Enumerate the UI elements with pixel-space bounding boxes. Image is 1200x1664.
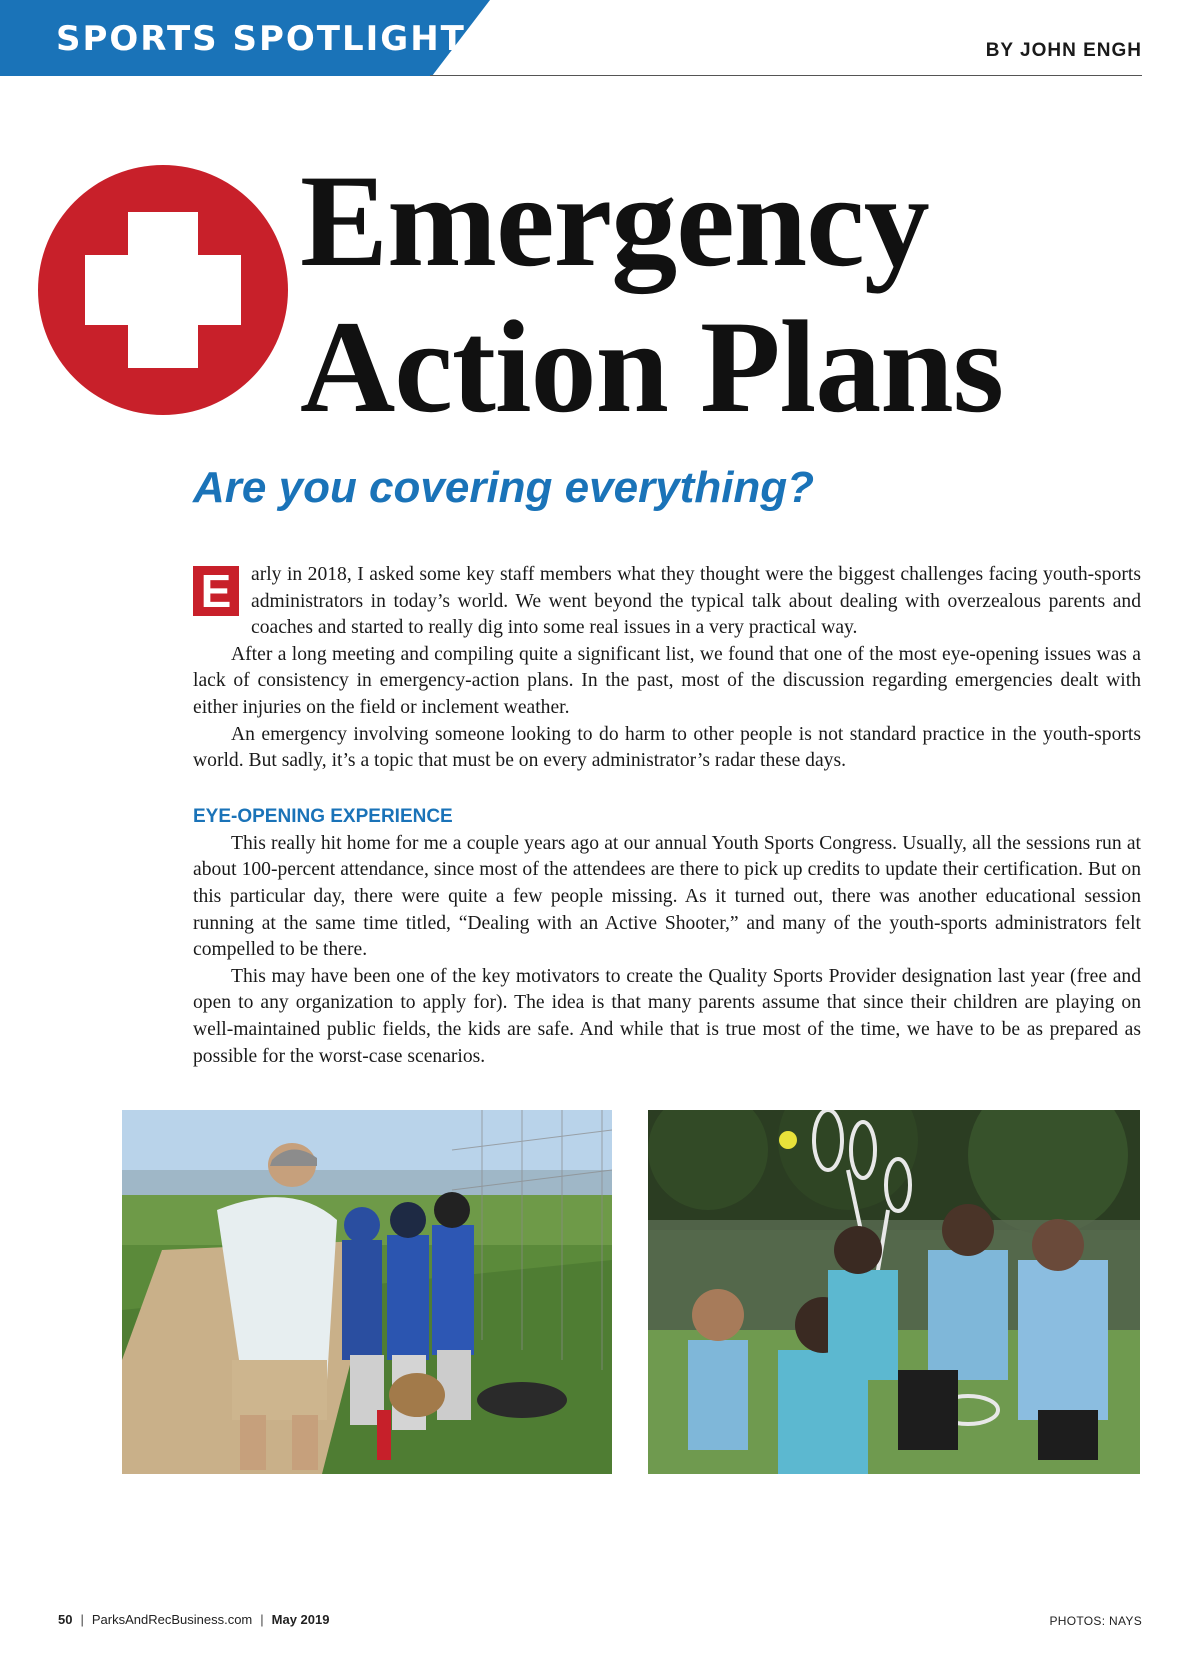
paragraph-2: After a long meeting and compiling quite a significant list, we found that one of the most eye-opening issues was a lack of consistency in emergency-action plans. In the past, most of the discussion regarding emergencies dealt with either injuries on the field or inclement weather. [193,643,1141,718]
paragraph-1 [193,562,1141,642]
article-title [300,148,1003,440]
paragraph-4: This really hit home for me a couple years ago at our annual Youth Sports Congress. Usually, all the sessions run at about 100-percent attendance, since most of the attendees are there to pick up credits to update their certification. But on this particular day, there were quite a few people missing. As it turned out, there was another educational session running at the same time titled, “Dealing with an Active Shooter,” and many of the youth-sports administrators felt compelled to be there. [193,832,1141,961]
page-number: 50 [58,1612,73,1627]
paragraph-3: An emergency involving someone looking to do harm to other people is not standard practice in the youth-sports world. But sadly, it’s a topic that must be on every administrator’s radar these days. [193,723,1141,772]
page-footer [58,1612,329,1627]
red-cross-icon [38,165,288,415]
article-body [193,562,1141,1070]
footer-issue: May 2019 [271,1612,330,1627]
article-subtitle: Are you covering everything? [193,463,815,512]
footer-separator: | [80,1612,84,1627]
title-line-1: Emergency [300,147,929,294]
title-line-2: Action Plans [300,293,1004,440]
paragraph-1-text: arly in 2018, I asked some key staff members what they thought were the biggest challenges facing youth-sports administrators in today’s world. We went beyond the typical talk about dealing with overzealous parents and coaches and started to really dig into some real issues in a very practical way. [251,564,1141,639]
byline: BY JOHN ENGH [985,40,1142,61]
header-rule [430,75,1142,76]
footer-website: ParksAndRecBusiness.com [91,1612,253,1627]
section-banner [0,0,490,76]
section-label: SPORTS SPOTLIGHT [56,19,466,59]
footer-separator: | [260,1612,264,1627]
baseball-team-photo [122,1110,612,1474]
paragraph-5: This may have been one of the key motivators to create the Quality Sports Provider designation last year (free and open to any organization to apply for). The idea is that many parents assume that since their children are playing on well-maintained public fields, the kids are safe. And while that is true most of the time, we have to be as prepared as possible for the worst-case scenarios. [193,965,1141,1067]
lacrosse-photo [648,1110,1140,1474]
photo-credit: PHOTOS: NAYS [1049,1614,1142,1628]
section-heading: EYE-OPENING EXPERIENCE [193,805,453,827]
drop-cap: E [193,566,239,616]
